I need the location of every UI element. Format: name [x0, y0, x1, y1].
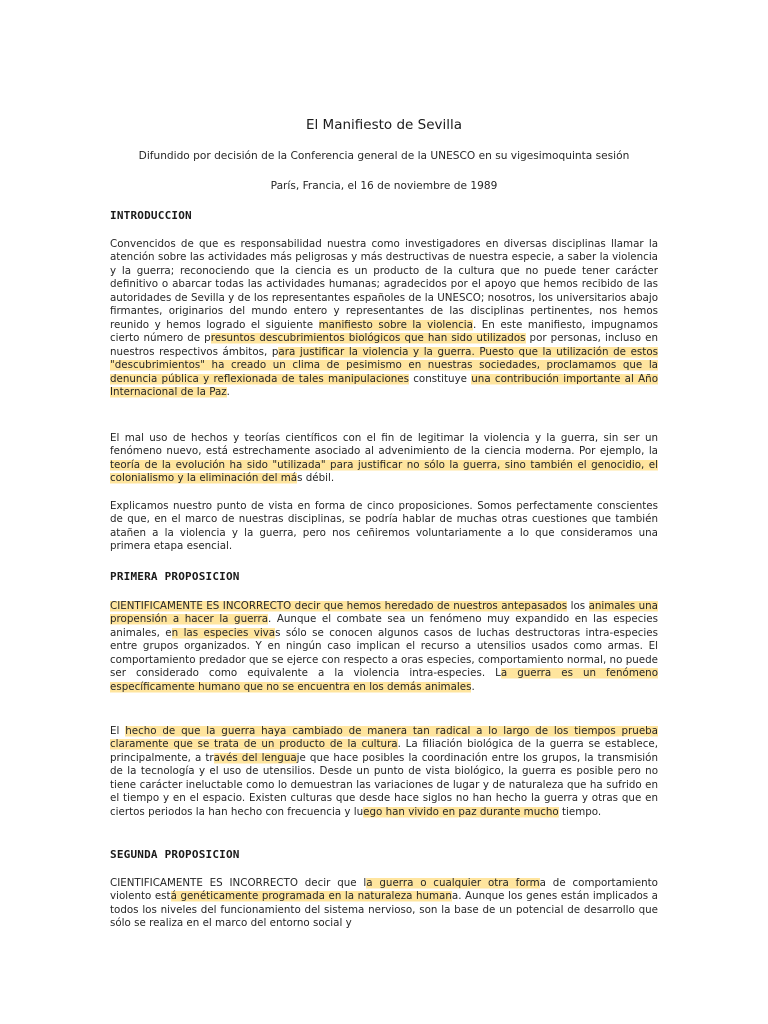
document-title: El Manifiesto de Sevilla	[305, 117, 463, 133]
document-subtitle: Difundido por decisión de la Conferencia general de la UNESCO en su vigesimoquinta sesión	[138, 150, 630, 162]
document-dateline: París, Francia, el 16 de noviembre de 1989	[270, 180, 498, 192]
highlight: a guerra es un fenómeno específicamente humano que no se encuentra en los demás animales	[110, 667, 659, 693]
highlight: avés del lengua	[213, 751, 297, 764]
highlight: CIENTIFICAMENTE ES INCORRECTO decir que hemos heredado de nuestros antepasados	[110, 600, 568, 612]
highlight: á genéticamente programada en la naturaleza human	[170, 890, 452, 903]
text-span: los	[567, 600, 589, 612]
text-span: je que hace posibles la coordinación entre los grupos, la transmisión de la tecnología y el uso de utensilios. Desde un punto de vista biológico, la guerra es posible pero no tiene carácter ineluctable como lo demuestran las variaciones de lugar y de naturaleza que ha sufrido en el tiempo y en el espacio. Existen culturas que desde hace siglos no han hecho la guerra y otras que en ciertos periodos la han hecho con frecuencia y lu	[110, 751, 658, 818]
highlight: n las especies viva	[171, 626, 276, 639]
text-span: . En este manifiesto, impugnamos cierto número de p	[110, 318, 658, 345]
segunda-paragraph-1	[110, 877, 658, 931]
highlight: teoría de la evolución ha sido "utilizada" para justificar no sólo la guerra, sino también el genocidio, el colonialismo y la eliminación del má	[110, 458, 658, 485]
text-span: . La filiación biológica de la guerra se establece, principalmente, a tr	[110, 738, 658, 764]
text-span: constituye	[409, 372, 472, 385]
highlight: hecho de que la guerra haya cambiado de manera tan radical a lo largo de los tiempos prueba claramente que se trata de un producto de la cultura	[110, 725, 658, 751]
text-span: a de comportamiento violento est	[110, 877, 658, 903]
text-span: El	[110, 725, 126, 737]
section-heading-primera-proposicion: PRIMERA PROPOSICION	[110, 570, 240, 583]
text-span: . Aunque el combate sea un fenómeno muy expandido en las especies animales, e	[110, 613, 658, 639]
text-span: .	[226, 385, 230, 398]
text-span: .	[471, 680, 475, 693]
highlight: ara justificar la violencia y la guerra. Puesto que la utilización de estos "descubrimientos" ha creado un clima de pesimismo en nuestras sociedades, proclamamos que la denuncia pública y reflexionada de tales manipulaciones	[110, 345, 658, 385]
highlight: resuntos descubrimientos biológicos que han sido utilizados	[210, 332, 526, 345]
intro-paragraph-2	[110, 432, 658, 486]
text-span: El mal uso de hechos y teorías científicos con el fin de legitimar la violencia y la guerra, sin ser un fenómeno nuevo, está estrechamente asociado al advenimiento de la ciencia moderna. Por ejemplo, la	[110, 432, 658, 458]
primera-paragraph-2	[110, 725, 658, 819]
section-heading-segunda-proposicion: SEGUNDA PROPOSICION	[110, 848, 240, 861]
text-span: s débil.	[297, 472, 335, 485]
text-span: s sólo se conocen algunos casos de luchas destructoras intra-especies entre grupos organizados. Y en ningún caso implican el recurso a utensilios usados como armas. El comportamiento predador que se ejerce con respecto a oras especies, comportamiento normal, no puede ser considerado como equivalente a la violencia intra-especies. L	[110, 626, 658, 680]
highlight: ego han vivido en paz durante mucho	[363, 805, 559, 818]
text-span: tiempo.	[558, 805, 602, 818]
text-span: a. Aunque los genes están implicados a todos los niveles del funcionamiento del sistema nervioso, son la base de un potencial de desarrollo que sólo se realiza en el marco del entorno social y	[110, 890, 658, 930]
text-span: Convencidos de que es responsabilidad nuestra como investigadores en diversas disciplinas llamar la atención sobre las actividades más peligrosas y más destructivas de nuestra especie, a saber la violencia y la guerra; reconociendo que la ciencia es un producto de la cultura que no puede tener carácter definitivo o abarcar todas las actividades humanas; agradecidos por el apoyo que hemos recibido de las autoridades de Sevilla y de los representantes españoles de la UNESCO; nosotros, los universitarios abajo firmantes, originarios del mundo entero y representantes de las disciplinas pertinentes, nos hemos reunido y hemos logrado el siguiente	[110, 238, 658, 331]
text-span: Explicamos nuestro punto de vista en forma de cinco proposiciones. Somos perfectamente conscientes de que, en el marco de nuestras disciplinas, se podría hablar de muchas otras cuestiones que también atañen a la violencia y la guerra, pero nos ceñiremos voluntariamente a lo que consideramos una primera etapa esencial.	[110, 500, 658, 553]
highlight: una contribución importante al Año Internacional de la Paz	[110, 372, 658, 398]
highlight: a guerra o cualquier otra form	[366, 877, 540, 889]
highlight: animales una propensión a hacer la guerra	[110, 600, 658, 626]
section-heading-introduccion: INTRODUCCION	[110, 209, 192, 222]
text-span: CIENTIFICAMENTE ES INCORRECTO decir que l	[110, 877, 367, 889]
highlight: manifiesto sobre la violencia	[318, 318, 473, 331]
text-span: por personas, incluso en nuestros respectivos ámbitos, p	[110, 332, 658, 358]
intro-paragraph-1	[110, 238, 658, 399]
primera-paragraph-1	[110, 600, 658, 694]
intro-paragraph-3	[110, 500, 658, 554]
